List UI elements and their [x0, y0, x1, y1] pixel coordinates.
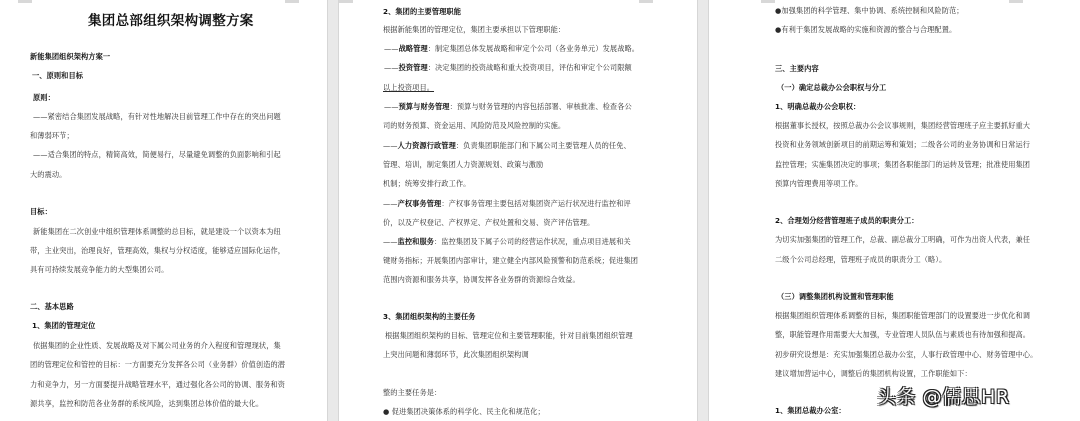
paragraph-line: 监控管理；实施集团决定的事项；集团各职能部门的运转及管理；批准使用集团 [775, 160, 1031, 169]
paragraph-line: 上突出问题和薄弱环节，此次集团组织架构调 [383, 350, 529, 359]
paragraph-line: 根据集团组织架构的目标、管理定位和主要管理职能，针对目前集团组织管理 [385, 331, 633, 340]
document-page-2 [339, 0, 697, 421]
paragraph-line: 力和竞争力，另一方面要提升战略管理水平，通过强化各公司的协调、服务和资 [30, 380, 286, 389]
page-corner-mark [285, 0, 299, 3]
plan-subtitle: 新能集团组织架构方案一 [30, 52, 111, 61]
function-item-strategy: ——战略管理：制定集团总体发展战略和审定个公司（各业务单元）发展战略。 [384, 44, 640, 53]
paragraph-line: 根据董事长授权，按照总裁办公会议事规则，集团经营管理班子应主要抓好重大 [775, 121, 1031, 130]
paragraph-line: 根据集团组织管理体系调整的目标，集团职能管理部门的设置要进一步优化和调 [775, 311, 1031, 320]
paragraph-line: 键财务指标；开展集团内部审计，建立健全内部风险预警和防范系统；促进集团 [383, 256, 639, 265]
paragraph-line: 以上投资项目。 [383, 83, 435, 92]
function-item-monitoring: ——监控和服务：监控集团及下属子公司的经营运作状况，重点项目进展和关 [383, 237, 631, 246]
paragraph-line: 整的主要任务是： [383, 388, 442, 397]
subsection-heading: 2、集团的主要管理职能 [383, 7, 461, 16]
paragraph-line: 投资和业务领域创新项目的前期运筹和策划；二级各公司的业务协调和日常运行 [775, 140, 1031, 149]
paragraph-line: 带，主业突出，治理良好，管理高效，集权与分权适度，能够适应国际化运作， [30, 246, 286, 255]
paragraph-line: 团的管理定位和管控的目标：一方面要充分发挥各公司（业务群）价值创造的潜 [30, 360, 286, 369]
page-corner-mark [339, 0, 353, 3]
document-title: 集团总部组织架构调整方案 [88, 13, 254, 29]
subheading-goal: 目标： [30, 207, 52, 216]
paragraph-line: ——紧密结合集团发展战略，有针对性地解决目前管理工作中存在的突出问题 [33, 112, 281, 121]
paragraph-line: 初步研究设想是：充实加强集团总裁办公室，人事行政管理中心、财务管理中心。 [775, 350, 1038, 359]
page-corner-mark [639, 0, 653, 3]
paragraph-line: 新能集团在二次创业中组织管理体系调整的总目标，就是建设一个以资本为纽 [33, 227, 281, 236]
paragraph-line: 建议增加营运中心，调整后的集团机构设置，工作职能如下： [775, 369, 972, 378]
paragraph-line: 依据集团的企业性质、发展战略及对下属公司业务的介入程度和管理现状，集 [33, 341, 281, 350]
paragraph-line: 价，以及产权登记、产权界定、产权处置和交易、资产评估管理。 [383, 218, 595, 227]
page-corner-mark [1009, 0, 1023, 3]
paragraph-line: 司的财务预算、资金运用、风险防范及风险控制的实施。 [383, 121, 566, 130]
paragraph-line: 和薄弱环节； [30, 131, 74, 140]
bullet-item: ●有利于集团发展战略的实施和资源的整合与合理配置。 [775, 25, 957, 34]
function-item-property: ——产权事务管理：产权事务管理主要包括对集团资产运行状况进行监控和评 [383, 199, 631, 208]
paragraph-line: 预算内管理费用等项工作。 [775, 179, 863, 188]
section-heading: 二、基本思路 [30, 302, 74, 311]
subheading-principle: 原则： [33, 93, 55, 102]
paragraph-line: 管理、培训，制定集团人力资源规划、政策与激励 [383, 160, 544, 169]
page-corner-mark [761, 0, 775, 3]
page-gap-left [327, 0, 339, 421]
paragraph-line: 二级个公司总经理，管理班子成员的职责分工（略）。 [775, 255, 947, 264]
paragraph-line: 范围内资源和服务共享，协调发挥各业务群的资源综合效益。 [383, 275, 580, 284]
bullet-item: ●加强集团的科学管理、集中协调、系统控制和风险防范； [775, 6, 964, 15]
function-item-hr: ——人力资源行政管理：负责集团职能部门和下属公司主要管理人员的任免、 [383, 141, 631, 150]
paragraph-line: 大的震动。 [30, 170, 67, 179]
subsection-heading: 1、明确总裁办公会职权： [775, 102, 861, 111]
subsection-heading: 2、合理划分经营管理班子成员的职责分工： [775, 216, 919, 225]
watermark: 头条 @儒思HR [877, 386, 1010, 408]
function-item-investment: ——投资管理：决定集团的投资战略和重大投资项目，评估和审定个公司限额 [384, 63, 632, 72]
paragraph-line: 为切实加强集团的管理工作，总裁、副总裁分工明确，可作为出资人代表，兼任 [775, 235, 1031, 244]
paragraph-line: ——适合集团的特点，精简高效，简便易行，尽量避免调整的负面影响和引起 [33, 150, 281, 159]
document-page-3 [709, 0, 1080, 421]
subsection-heading: 3、集团组织架构的主要任务 [383, 312, 476, 321]
paragraph-line: 机制；统筹安排行政工作。 [383, 179, 471, 188]
paragraph-line: 具有可持续发展竞争能力的大型集团公司。 [30, 265, 169, 274]
paragraph-line: 整，职能管理作用需要大大加强，专业管理人员队伍与素质也有待加强和提高。 [775, 330, 1031, 339]
subsection-heading: 1、集团的管理定位 [32, 321, 96, 330]
document-page-1 [0, 0, 327, 421]
section-heading: 一、原则和目标 [32, 71, 84, 80]
paragraph-line: 源共享，监控和防范各业务群的系统风险，达到集团总体价值的最大化。 [30, 399, 264, 408]
paragraph-line: 根据新能集团的管理定位，集团主要承担以下管理职能： [383, 25, 566, 34]
subsection-heading: （一）确定总裁办公会职权与分工 [777, 83, 887, 92]
subsection-heading: 1、集团总裁办公室： [775, 406, 846, 415]
function-item-budget: ——预算与财务管理：预算与财务管理的内容包括部署、审核批准、检查各公 [384, 102, 632, 111]
subsection-heading: （三）调整集团机构设置和管理职能 [777, 292, 894, 301]
page-gap-right [697, 0, 709, 421]
page-corner-mark [18, 0, 32, 3]
bullet-item: ● 促进集团决策体系的科学化、民主化和规范化； [383, 407, 545, 416]
section-heading: 三、主要内容 [775, 64, 819, 73]
